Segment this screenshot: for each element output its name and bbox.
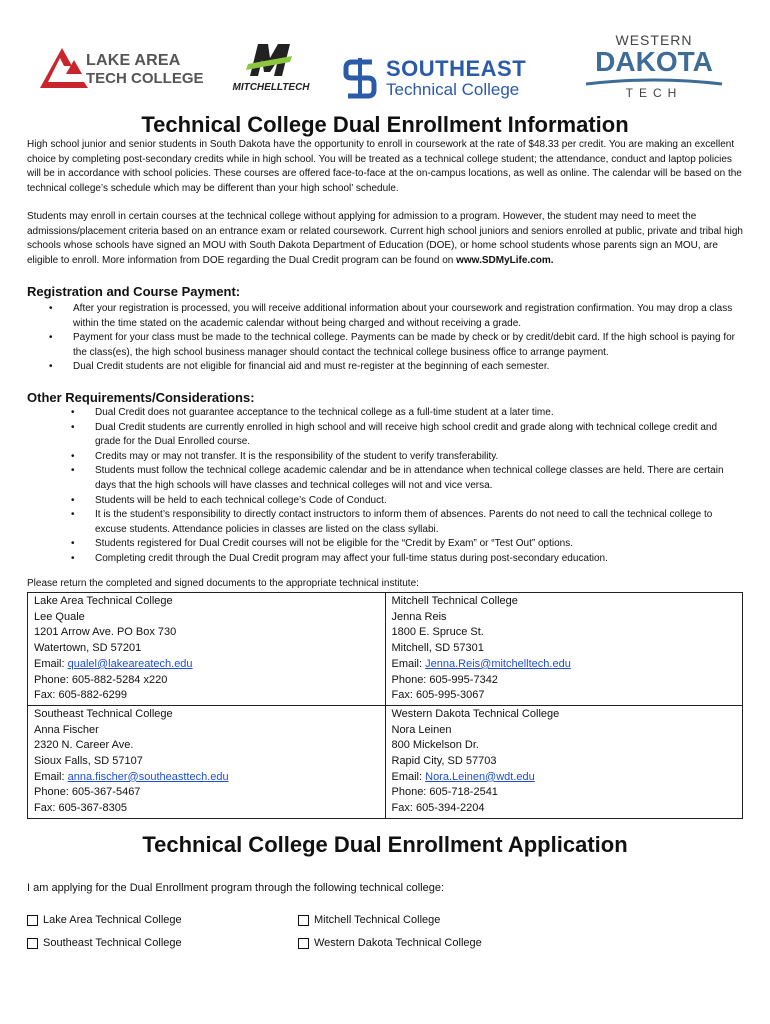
contacts-table <box>27 592 743 819</box>
email-link[interactable]: qualel@lakeareatech.edu <box>67 657 193 670</box>
lake-area-line1: LAKE AREA <box>86 52 181 69</box>
contact-phone: Phone: 605-882-5284 x220 <box>34 673 168 686</box>
southeast-line1: SOUTHEAST <box>386 56 527 81</box>
college-name: Lake Area Technical College <box>34 595 173 607</box>
choice-label: Lake Area Technical College <box>43 914 182 926</box>
college-name: Southeast Technical College <box>34 707 173 720</box>
table-row <box>28 705 743 818</box>
contact-fax: Fax: 605-394-2204 <box>391 802 485 815</box>
contact-mitchell <box>385 593 743 706</box>
contact-city: Rapid City, SD 57703 <box>391 755 497 768</box>
choice-western-dakota[interactable] <box>298 937 482 949</box>
list-item: • Students must follow the technical college academic calendar and be in attendance when technical college classes are held. There are certain days that the high schools will have classes and technical colleges will not and vice versa. <box>95 464 743 493</box>
contact-phone: Phone: 605-367-5467 <box>34 786 141 799</box>
email-label: Email: <box>34 770 68 783</box>
checkbox-icon[interactable] <box>298 938 309 949</box>
contact-southeast <box>28 705 386 818</box>
logo-bar <box>0 30 770 102</box>
list-item: • Completing credit through the Dual Credit program may affect your full-time status during post-secondary education. <box>95 552 743 567</box>
contact-person: Nora Leinen <box>391 723 452 736</box>
lake-area-line2: TECH COLLEGE <box>86 70 204 87</box>
requirements-list <box>95 406 743 567</box>
list-item: • After your registration is processed, you will receive additional information about your coursework and registration confirmation. You may drop a class within the time stated on the academic calendar without being charged and without receiving a grade. <box>73 302 743 331</box>
email-label: Email: <box>391 657 426 670</box>
list-item: • Students registered for Dual Credit courses will not be eligible for the “Credit by Exam” or “Test Out” options. <box>95 537 743 552</box>
list-item: • Dual Credit does not guarantee acceptance to the technical college as a full-time student at a later time. <box>95 406 743 421</box>
contact-phone: Phone: 605-718-2541 <box>391 786 498 799</box>
sdmylife-link[interactable]: www.SDMyLife.com. <box>456 254 554 266</box>
choice-label: Southeast Technical College <box>43 937 182 949</box>
choice-lake-area[interactable] <box>27 914 182 926</box>
email-link[interactable]: Nora.Leinen@wdt.edu <box>425 770 535 783</box>
college-name: Mitchell Technical College <box>391 595 518 607</box>
southeast-s-icon <box>342 56 380 100</box>
email-link[interactable]: anna.fischer@southeasttech.edu <box>67 770 229 783</box>
contact-address: 800 Mickelson Dr. <box>391 739 479 752</box>
contact-person: Anna Fischer <box>34 723 99 736</box>
contact-lake-area <box>28 593 386 706</box>
list-item: • Dual Credit students are not eligible for financial aid and must re-register at the beginning of each semester. <box>73 360 743 375</box>
registration-list <box>73 302 743 375</box>
southeast-tech-logo <box>338 30 548 102</box>
lake-area-tech-logo <box>38 30 208 102</box>
list-item: • Payment for your class must be made to the technical college. Payments can be made by check or by credit/debit card. If the high school is paying for the class(es), the high school business manager should contact the technical college business office to arrange payment. <box>73 331 743 360</box>
checkbox-icon[interactable] <box>298 915 309 926</box>
return-note: Please return the completed and signed documents to the appropriate technical institute: <box>27 578 419 589</box>
contact-city: Watertown, SD 57201 <box>34 642 142 655</box>
email-label: Email: <box>391 770 426 783</box>
choice-mitchell[interactable] <box>298 914 440 926</box>
mitchell-name: MITCHELLTECH <box>232 82 310 93</box>
contact-phone: Phone: 605-995-7342 <box>391 673 498 686</box>
list-item: • It is the student’s responsibility to directly contact instructors to inform them of absences. Parents do not need to call the technical college to excuse students. Attendance policies in classes are listed on the class syllabi. <box>95 508 743 537</box>
contact-address: 1800 E. Spruce St. <box>391 626 484 639</box>
registration-heading: Registration and Course Payment: <box>27 284 241 299</box>
mitchell-tech-logo <box>226 30 316 102</box>
eligibility-text: Students may enroll in certain courses at the technical college without applying for admission to a program. However, the student may need to meet the admissions/placement criteria based on an entrance exam or related coursework. Current high school juniors and seniors enrolled at public, private and tribal high schools whose schools have signed an MOU with South Dakota Department of Education (DOE), or home school students whose parents sign an MOU, are eligible to enroll. More information from DOE regarding the Dual Credit program can be found on <box>27 211 743 266</box>
southeast-line2: Technical College <box>386 80 520 99</box>
contact-city: Mitchell, SD 57301 <box>391 642 484 655</box>
application-title: Technical College Dual Enrollment Application <box>142 832 628 857</box>
lake-area-mark-icon <box>38 44 90 92</box>
intro-paragraph: High school junior and senior students in South Dakota have the opportunity to enroll in coursework at the rate of $48.33 per credit. You are making an excellent choice by completing post-secondary credits while in high school. You will be treated as a technical college student; the attendance, conduct and laptop policies will be in accordance with school policies. These courses are offered face-to-face at the on-campus locations, as well as online. The calendar will be based on the technical college’s schedule which may be different than your high school’ schedule. <box>27 139 742 194</box>
western-dakota-tech-logo <box>584 30 724 102</box>
checkbox-icon[interactable] <box>27 915 38 926</box>
mitchell-m-icon <box>244 42 296 78</box>
contact-fax: Fax: 605-367-8305 <box>34 802 127 815</box>
western-dakota-line1: WESTERN <box>615 32 693 48</box>
list-item: • Students will be held to each technical college’s Code of Conduct. <box>95 494 743 509</box>
college-name: Western Dakota Technical College <box>391 707 560 720</box>
western-dakota-line3: TECH <box>625 86 683 100</box>
contact-western-dakota <box>385 705 743 818</box>
contact-city: Sioux Falls, SD 57107 <box>34 755 143 768</box>
list-item: • Dual Credit students are currently enrolled in high school and will receive high school credit and grade along with technical college credit and grade for the Dual Enrolled course. <box>95 421 743 450</box>
application-prompt: I am applying for the Dual Enrollment program through the following technical college: <box>27 882 445 894</box>
info-title: Technical College Dual Enrollment Information <box>141 112 629 137</box>
contact-fax: Fax: 605-882-6299 <box>34 689 127 702</box>
contact-person: Jenna Reis <box>391 610 447 623</box>
contact-fax: Fax: 605-995-3067 <box>391 689 485 702</box>
contact-person: Lee Quale <box>34 610 85 623</box>
email-label: Email: <box>34 657 68 670</box>
table-row <box>28 593 743 706</box>
requirements-heading: Other Requirements/Considerations: <box>27 390 255 405</box>
choice-southeast[interactable] <box>27 937 182 949</box>
choice-label: Mitchell Technical College <box>314 914 441 926</box>
choice-label: Western Dakota Technical College <box>314 937 482 949</box>
contact-address: 1201 Arrow Ave. PO Box 730 <box>34 626 177 639</box>
eligibility-paragraph <box>27 210 743 268</box>
checkbox-icon[interactable] <box>27 938 38 949</box>
contact-address: 2320 N. Career Ave. <box>34 739 134 752</box>
western-dakota-line2: DAKOTA <box>595 46 713 77</box>
list-item: • Credits may or may not transfer. It is the responsibility of the student to verify transferability. <box>95 450 743 465</box>
email-link[interactable]: Jenna.Reis@mitchelltech.edu <box>425 657 571 670</box>
